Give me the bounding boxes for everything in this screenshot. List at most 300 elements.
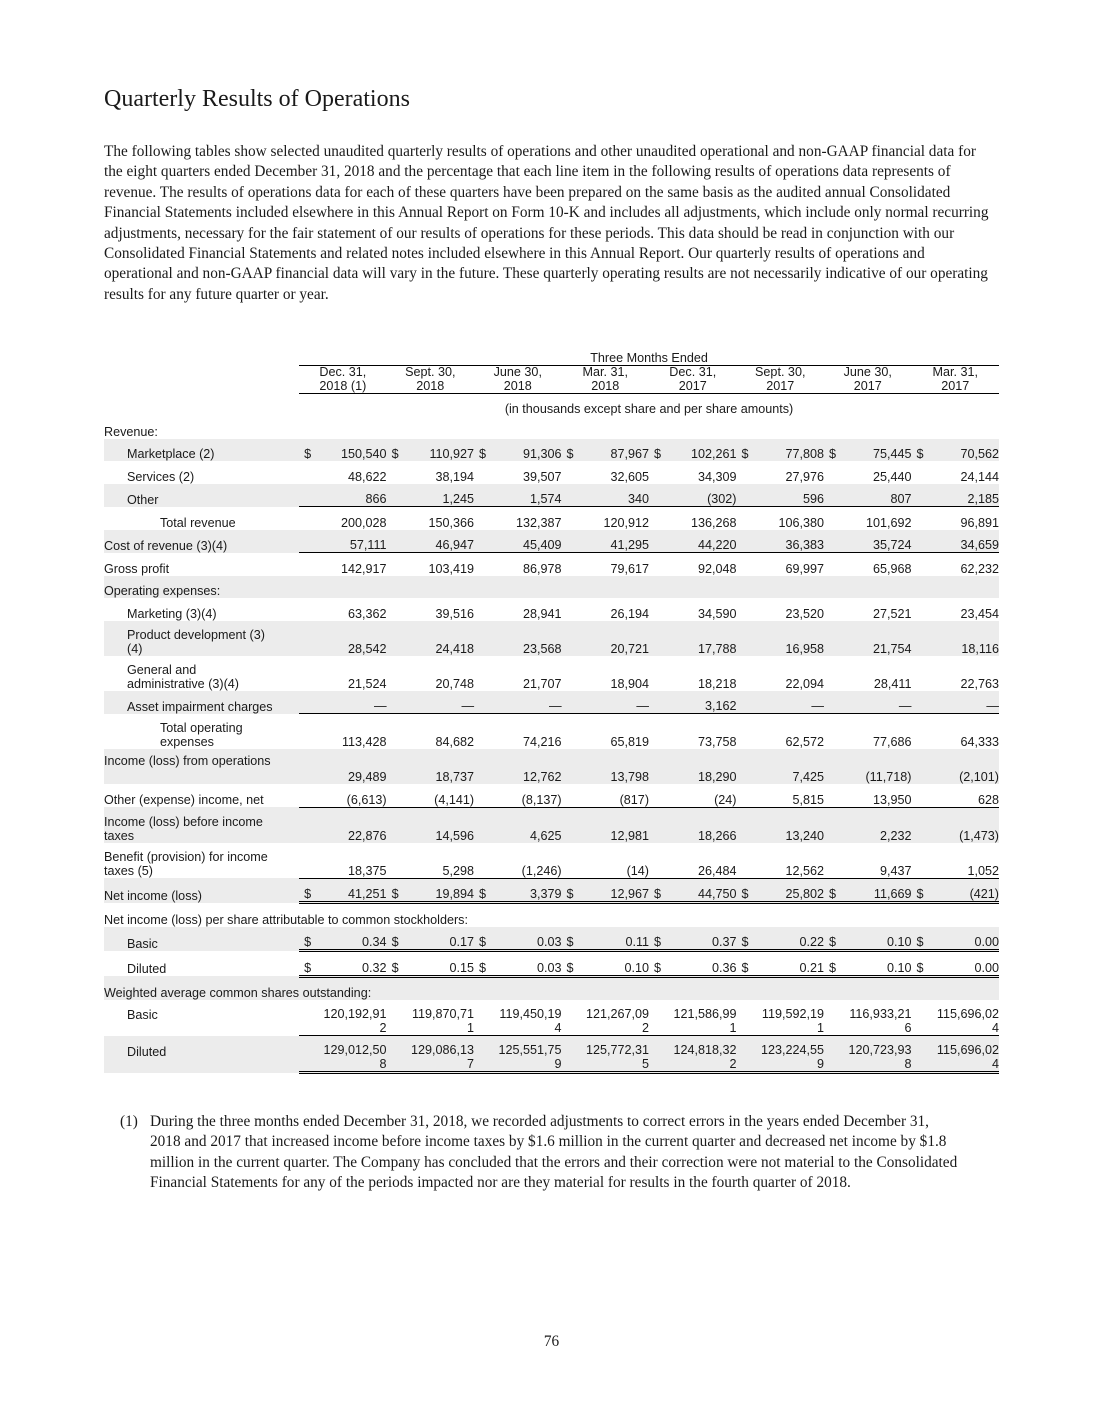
value-text: 0.03 [537, 960, 562, 975]
value-cell [649, 553, 736, 576]
period-header-line2: 2018 [591, 378, 620, 393]
empty-cell [649, 576, 736, 599]
value-text: 0.11 [625, 935, 650, 949]
value-cell [824, 530, 911, 553]
value-text: 18,290 [697, 770, 737, 784]
currency-symbol: $ [916, 960, 924, 975]
value-text: 65,968 [872, 561, 912, 576]
value-cell [562, 807, 649, 843]
value-text: 74,216 [523, 735, 562, 749]
value-text: 46,947 [435, 538, 475, 552]
value-text: 23,454 [960, 606, 999, 621]
value-text: 87,967 [610, 447, 650, 461]
period-header [911, 366, 999, 394]
value-text: 120,912 [603, 515, 650, 530]
row-label [104, 461, 299, 484]
value-text: 101,692 [865, 515, 912, 530]
value-text: — [986, 699, 999, 713]
value-text: 628 [977, 792, 999, 807]
table-row-eps-diluted [104, 951, 999, 977]
value-text: 21,707 [523, 676, 562, 691]
currency-symbol: $ [479, 935, 487, 949]
empty-cell [737, 576, 824, 599]
value-line1: 123,224,55 [760, 1043, 824, 1057]
row-label-text: Other (expense) income, net [104, 793, 264, 807]
currency-symbol: $ [566, 935, 574, 949]
value-line2: 9 [554, 1057, 562, 1071]
value-line1: 125,772,31 [585, 1043, 650, 1057]
value-text: 142,917 [341, 561, 387, 576]
value-cell [737, 530, 824, 553]
value-cell [474, 784, 561, 807]
value-text: (11,718) [865, 770, 912, 784]
value-cell [649, 843, 736, 879]
value-cell [824, 439, 911, 462]
value-cell [824, 749, 911, 784]
value-cell [911, 749, 999, 784]
value-text: 110,927 [429, 447, 475, 461]
value-text: 150,366 [428, 515, 475, 530]
value-cell [911, 439, 999, 462]
value-cell [299, 714, 386, 750]
value-text: 807 [890, 492, 912, 506]
value-text: 44,220 [697, 538, 737, 552]
value-cell [824, 784, 911, 807]
value-text: (1,246) [521, 863, 562, 878]
row-label-text: Marketing (3)(4) [127, 606, 217, 621]
row-label-text: Diluted [127, 1044, 167, 1059]
currency-symbol: $ [916, 887, 924, 901]
row-label-text: Other [127, 492, 159, 507]
table-row-total-operating [104, 714, 999, 750]
value-text: 28,411 [873, 676, 912, 691]
value-text: 0.00 [974, 935, 999, 949]
value-cell [387, 1000, 474, 1036]
value-cell [649, 1000, 736, 1036]
row-label-line2: expenses [160, 735, 214, 749]
currency-symbol: $ [304, 887, 312, 901]
value-text: (24) [714, 792, 737, 807]
value-cell [387, 807, 474, 843]
value-cell [299, 843, 386, 879]
value-cell [562, 598, 649, 621]
value-text: 5,815 [792, 792, 824, 807]
value-text: 28,542 [348, 641, 387, 656]
row-label-text [104, 663, 299, 691]
value-cell [387, 927, 474, 951]
value-text: 3,162 [704, 699, 737, 713]
value-cell [737, 656, 824, 691]
row-label-text: Net income (loss) per share attributable to common stockholders: [104, 912, 468, 927]
currency-symbol: $ [654, 935, 662, 949]
value-text: 18,116 [961, 641, 999, 656]
value-text: 17,788 [697, 641, 737, 656]
value-cell [649, 598, 736, 621]
value-cell [911, 927, 999, 951]
value-cell [562, 553, 649, 576]
row-label-text: Marketplace (2) [127, 447, 215, 461]
table-row-shares-basic [104, 1000, 999, 1036]
value-cell [737, 621, 824, 656]
empty-cell [911, 576, 999, 599]
value-cell [387, 507, 474, 530]
value-cell [387, 843, 474, 879]
period-header-line1: Sept. 30, [755, 365, 806, 379]
intro-paragraph: The following tables show selected unaudited quarterly results of operations and other unaudited operational and non-GAAP financial data for the eight quarters ended December 31, 2018 and the percentage that each line item in the following results of operations data represents of revenue. The results of operations data for each of these quarters have been prepared on the same basis as the audited annual Consolidated Financial Statements included elsewhere in this Annual Report on Form 10-K and includes all adjustments, which include only normal recurring adjustments, necessary for the fair statement of our results of operations for these periods. This data should be read in conjunction with our Consolidated Financial Statements and related notes included elsewhere in this Annual Report. Our quarterly results of operations and operational and non-GAAP financial data will vary in the future. These quarterly operating results are not necessarily indicative of our operating results for any future quarter or year. [104, 143, 989, 303]
currency-symbol: $ [828, 960, 836, 975]
value-text: 18,266 [697, 828, 737, 843]
value-text: — [548, 699, 562, 713]
value-line1: 121,267,09 [585, 1007, 650, 1021]
value-cell [824, 461, 911, 484]
value-cell [387, 749, 474, 784]
empty-cell [387, 576, 474, 599]
empty-cell [562, 576, 649, 599]
value-cell [911, 807, 999, 843]
empty-cell [737, 416, 824, 439]
value-cell [649, 507, 736, 530]
value-cell [649, 530, 736, 553]
table-row-revenue [104, 416, 999, 439]
value-text: 65,819 [610, 735, 650, 749]
period-header-row [104, 366, 999, 394]
value-cell [299, 1000, 386, 1036]
value-text: 24,144 [960, 469, 999, 484]
value-cell [474, 461, 561, 484]
value-line1: 125,551,75 [498, 1043, 562, 1057]
value-cell [737, 843, 824, 879]
row-label-line1: Income (loss) before income [104, 814, 263, 829]
period-header-line1: Mar. 31, [582, 365, 629, 379]
value-text: (4,141) [434, 792, 475, 807]
value-line2: 2 [642, 1021, 650, 1035]
page-number: 76 [543, 1333, 560, 1350]
value-cell [387, 1036, 474, 1073]
value-cell [474, 807, 561, 843]
footnote [120, 1112, 960, 1194]
value-text: 19,894 [435, 887, 475, 901]
value-text: 39,507 [523, 469, 562, 484]
value-line1: 119,592,19 [761, 1007, 824, 1021]
value-cell [737, 439, 824, 462]
row-label-text: Basic [127, 1007, 158, 1022]
value-text: 28,941 [523, 606, 562, 621]
period-header-line2: 2017 [941, 378, 970, 393]
value-cell [737, 878, 824, 903]
value-text: (14) [626, 863, 650, 878]
value-text: 0.00 [974, 960, 999, 975]
value-cell [562, 714, 649, 750]
value-line1: 129,012,50 [323, 1043, 387, 1057]
value-text: 91,306 [523, 447, 562, 461]
value-cell [649, 878, 736, 903]
value-text: 12,981 [610, 828, 650, 843]
value-line2: 5 [642, 1057, 650, 1071]
table-row-eps-basic [104, 927, 999, 951]
currency-symbol: $ [741, 447, 749, 461]
value-cell [387, 439, 474, 462]
value-text: 27,976 [785, 469, 824, 484]
table-row-other-income [104, 784, 999, 807]
table-row-cost-of-revenue [104, 530, 999, 553]
value-cell [474, 714, 561, 750]
value-text: 45,409 [523, 538, 562, 552]
value-line2: 4 [554, 1021, 562, 1035]
value-text: — [373, 699, 387, 713]
value-cell [911, 530, 999, 553]
value-line1: 119,870,71 [411, 1007, 475, 1021]
value-cell [474, 439, 561, 462]
row-label [104, 598, 299, 621]
value-cell [562, 461, 649, 484]
value-cell [911, 951, 999, 977]
value-cell [474, 621, 561, 656]
value-text: 29,489 [348, 770, 387, 784]
value-cell [387, 553, 474, 576]
currency-symbol: $ [828, 887, 836, 901]
value-cell [737, 598, 824, 621]
value-cell [562, 784, 649, 807]
period-header-line1: Mar. 31, [932, 365, 978, 379]
row-label-text: Cost of revenue (3)(4) [104, 538, 228, 553]
value-cell [649, 439, 736, 462]
currency-symbol: $ [566, 960, 574, 975]
footnote-text: During the three months ended December 31, 2018, we recorded adjustments to correct errors in the years ended December 31, 2018 and 2017 that increased income before income taxes by $1.6 million in the current quarter and decreased net income by $1.8 million in the current quarter. The Company has concluded that the errors and their correction were not material to the Consolidated Financial Statements for any of the periods impacted nor are they material for results in the fourth quarter of 2018. [150, 1113, 958, 1192]
value-cell [387, 714, 474, 750]
value-text: 1,052 [967, 863, 999, 878]
value-text: 41,251 [348, 887, 387, 901]
value-text: 22,094 [785, 676, 824, 691]
value-text: 36,383 [785, 538, 824, 552]
row-label [104, 621, 299, 656]
value-text: 0.10 [886, 935, 912, 949]
value-cell [911, 656, 999, 691]
value-cell [737, 807, 824, 843]
value-text: 41,295 [610, 538, 650, 552]
value-line1: 120,723,93 [848, 1043, 912, 1057]
value-cell [299, 507, 386, 530]
value-cell [911, 621, 999, 656]
value-text: 102,261 [690, 447, 737, 461]
row-label [104, 416, 299, 439]
row-label-text: Diluted [127, 962, 167, 976]
table-row-other [104, 484, 999, 507]
value-text: 0.22 [799, 935, 824, 949]
value-cell [649, 461, 736, 484]
value-cell [562, 927, 649, 951]
value-cell [649, 656, 736, 691]
value-text: 24,418 [435, 641, 475, 656]
currency-symbol: $ [654, 447, 662, 461]
row-label [104, 439, 299, 462]
period-header-line2: 2018 (1) [319, 378, 367, 393]
currency-symbol: $ [916, 935, 924, 949]
table-row-general-admin [104, 656, 999, 691]
value-cell [562, 507, 649, 530]
value-text: 13,950 [872, 792, 912, 807]
period-header [824, 366, 911, 394]
value-cell [911, 461, 999, 484]
value-text: 44,750 [697, 887, 737, 901]
row-label-text: Asset impairment charges [127, 699, 273, 714]
currency-symbol: $ [304, 960, 312, 975]
value-cell [824, 927, 911, 951]
value-cell [474, 843, 561, 879]
value-line2: 6 [904, 1021, 912, 1035]
value-cell [562, 439, 649, 462]
value-text: 69,997 [785, 561, 824, 576]
table-row-shares-diluted [104, 1036, 999, 1073]
value-line1: 124,818,32 [673, 1043, 737, 1057]
currency-symbol: $ [391, 447, 399, 461]
value-text: 62,572 [785, 735, 824, 749]
value-cell [911, 784, 999, 807]
value-cell [737, 784, 824, 807]
row-label [104, 553, 299, 576]
value-cell [562, 951, 649, 977]
value-text: 27,521 [872, 606, 912, 621]
period-header-line1: June 30, [493, 365, 542, 379]
empty-cell [474, 576, 561, 599]
value-text: 23,520 [785, 606, 824, 621]
value-text: 18,737 [435, 770, 475, 784]
value-cell [474, 927, 561, 951]
value-cell [824, 878, 911, 903]
row-label [104, 656, 299, 691]
value-cell [911, 598, 999, 621]
value-text: 2,232 [879, 828, 912, 843]
value-line1: 120,192,91 [323, 1007, 387, 1021]
row-label [104, 1036, 299, 1073]
value-cell [562, 621, 649, 656]
period-header-line2: 2017 [766, 378, 795, 393]
value-text: 70,562 [960, 447, 999, 461]
table-row-tax-benefit [104, 843, 999, 879]
value-text: 13,798 [610, 770, 650, 784]
value-line1: 119,450,19 [499, 1007, 562, 1021]
currency-symbol: $ [479, 447, 487, 461]
value-cell [387, 691, 474, 714]
value-text: 22,763 [960, 676, 999, 691]
row-label-text [104, 850, 299, 878]
value-text: 0.03 [537, 935, 562, 949]
row-label [104, 714, 299, 750]
value-cell [562, 656, 649, 691]
value-text: 38,194 [435, 469, 475, 484]
table-row-marketing [104, 598, 999, 621]
value-text: 92,048 [697, 561, 737, 576]
value-cell [649, 621, 736, 656]
value-text: (302) [707, 492, 737, 506]
row-label-line2: administrative (3)(4) [127, 676, 239, 691]
value-cell [562, 691, 649, 714]
value-cell [474, 951, 561, 977]
value-text: 0.10 [886, 960, 912, 975]
value-cell [824, 807, 911, 843]
value-line2: 8 [379, 1057, 387, 1071]
value-cell [911, 878, 999, 903]
value-text: 75,445 [872, 447, 912, 461]
value-text: 5,298 [442, 863, 475, 878]
value-cell [387, 530, 474, 553]
value-text: 22,876 [348, 828, 387, 843]
period-header [474, 366, 561, 394]
value-cell [649, 484, 736, 507]
value-cell [737, 484, 824, 507]
value-text: 12,762 [523, 770, 562, 784]
value-cell [824, 691, 911, 714]
value-cell [911, 714, 999, 750]
row-label-text [104, 628, 299, 656]
row-label-text [104, 721, 299, 749]
row-label [104, 903, 999, 927]
empty-cell [387, 416, 474, 439]
value-cell [824, 656, 911, 691]
value-cell [387, 951, 474, 977]
value-line2: 1 [816, 1021, 824, 1035]
value-text: 340 [628, 492, 650, 506]
value-text: 11,669 [873, 887, 912, 901]
value-text: 18,904 [610, 676, 650, 691]
row-label [104, 843, 299, 879]
period-header [562, 366, 649, 394]
value-cell [299, 1036, 386, 1073]
row-label-line2: (4) [127, 641, 143, 656]
row-label-text: Net income (loss) [104, 888, 202, 903]
row-label [104, 878, 299, 903]
period-header-line2: 2018 [416, 378, 445, 393]
currency-symbol: $ [391, 960, 399, 975]
value-text: 18,218 [697, 676, 737, 691]
row-label-line1: Total operating [160, 721, 243, 735]
row-label-text [104, 815, 299, 843]
value-text: 0.37 [711, 935, 737, 949]
value-cell [911, 507, 999, 530]
value-cell [824, 714, 911, 750]
value-text: (421) [969, 887, 999, 901]
period-header-line1: Sept. 30, [405, 365, 456, 379]
value-text: 136,268 [690, 515, 737, 530]
value-cell [562, 484, 649, 507]
quarterly-results-table [104, 345, 999, 1074]
value-text: 84,682 [435, 735, 475, 749]
row-label-line2: taxes (5) [104, 864, 153, 878]
value-text: (6,613) [346, 792, 387, 807]
value-line1: 115,696,02 [936, 1007, 999, 1021]
value-line2: 1 [467, 1021, 475, 1035]
table-row-per-share-header [104, 903, 999, 927]
value-cell [299, 461, 386, 484]
value-text: 34,309 [697, 469, 737, 484]
value-cell [299, 784, 386, 807]
value-cell [562, 878, 649, 903]
value-cell [824, 843, 911, 879]
value-text: 106,380 [778, 515, 824, 530]
value-cell [299, 439, 386, 462]
value-cell [299, 749, 386, 784]
empty-cell [562, 416, 649, 439]
currency-symbol: $ [741, 887, 749, 901]
value-cell [387, 878, 474, 903]
row-label-text: Services (2) [127, 469, 195, 484]
table-row-income-before-taxes [104, 807, 999, 843]
period-header-line1: June 30, [843, 365, 892, 379]
value-cell [474, 553, 561, 576]
value-cell [649, 784, 736, 807]
period-header [737, 366, 824, 394]
table-row-operating-expenses [104, 576, 999, 599]
value-line2: 4 [991, 1021, 999, 1035]
